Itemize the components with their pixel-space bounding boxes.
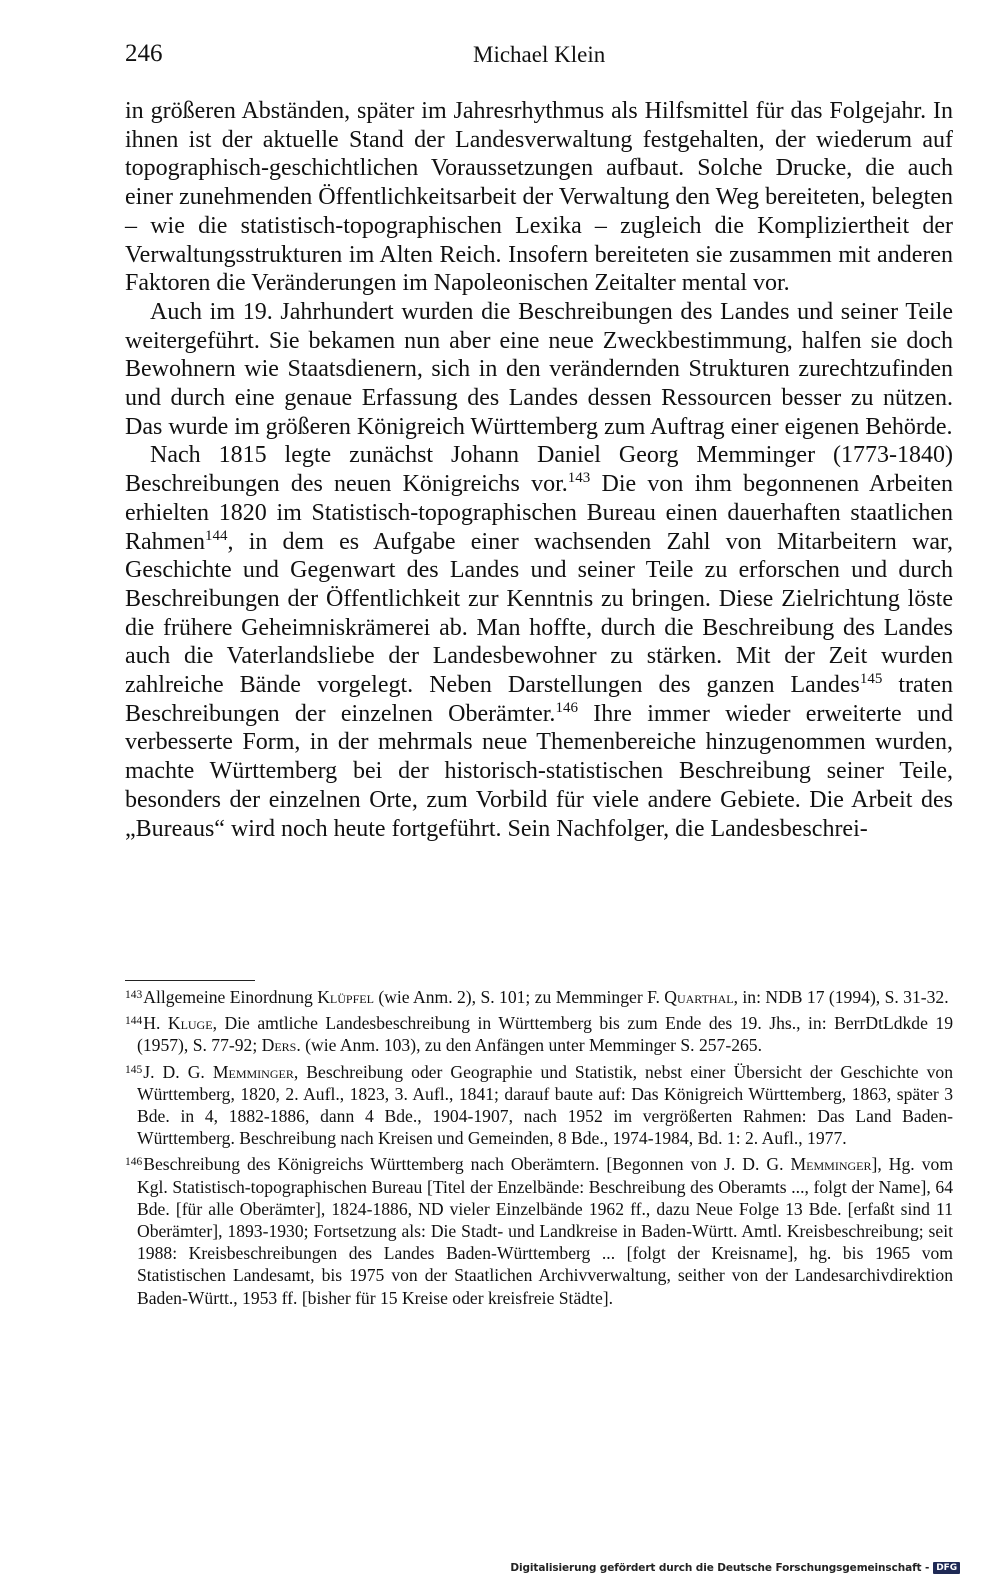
footnote-ref-144: 144 [204,527,228,544]
dfg-logo: DFG [933,1562,960,1574]
paragraph-2: Auch im 19. Jahrhundert wurden die Beschreibungen des Landes und seiner Teile weitergeführt. Sie bekamen nun aber eine neue Zweckbestimmung, halfen sie doch Bewohnern wie Staatsdienern, sich in den verändernden Strukturen zurechtzufinden und durch eine genaue Erfassung des Landes dessen Ressourcen besser zu nützen. Das wurde im größeren Königreich Württemberg zum Auftrag einer eigenen Behörde. [125,298,953,440]
footnote-143 [125,986,953,1008]
footnote-text: , Beschreibung oder Geographie und Statistik, nebst einer Übersicht der Geschichte von Württemberg, 1820, 2. Aufl., 1823, 3. Aufl., 1841; darauf baute auf: Das Königreich Württemberg, 1863, später 3 Bde. in 4, 1882-1886, dann 4 Bde., 1904-1907, nach 1952 im vergrößerten Rahmen: Das Land Baden-Württemberg. Beschreibung nach Kreisen und Gemeinden, 8 Bde., 1974-1984, Bd. 1: 2. Aufl., 1977. [137,1061,954,1149]
paragraph-3 [125,441,953,843]
author-name: Ders [261,1035,297,1056]
footnote-number: 146 [125,1156,143,1169]
paragraph-3-text: Ihre immer wieder erweiterte und verbesserte Form, in der mehrmals neue Themenbereiche hinzugenommen wurden, machte Württemberg bei der historisch-statistischen Beschreibung seiner Teile, besonders der einzelnen Orte, zum Vorbild für viele andere Gebiete. Die Arbeit des „Bureaus“ wird noch heute fortgeführt. Sein Nachfolger, die Landesbeschrei- [125,700,954,842]
footnote-text: ], Hg. vom Kgl. Statistisch-topographischen Bureau [Titel der Enzelbände: Beschreibung des Oberamts ..., folgt der Name], 64 Bde. [für alle Oberämter], 1824-1886, ND vieler Einzelbände 1962 ff., dazu Neue Folge 13 Bde. [erfaßt sind 11 Oberämter], 1893-1930; Fortsetzung als: Die Stadt- und Landkreise in Baden-Württ. Amtl. Kreisbeschreibung; seit 1988: Kreisbeschreibungen des Landes Baden-Württemberg ... [folgt der Kreisname], hg. bis 1965 vom Statistischen Landesamt, bis 1975 von der Staatlichen Archivverwaltung, seither von der Landesarchivdirektion Baden-Württ., 1953 ff. [bisher für 15 Kreise oder kreisfreie Städte]. [137,1154,953,1308]
footnote-number: 145 [125,1063,143,1076]
paragraph-1: in größeren Abständen, später im Jahresrhythmus als Hilfsmittel für das Folgejahr. In ihnen ist der aktuelle Stand der Landesverwaltung festgehalten, der wiederum auf topographisch-geschichtlichen Voraussetzungen aufbaut. Solche Drucke, die auch einer zunehmenden Öffentlichkeitsarbeit der Verwaltung den Weg bereiteten, belegten – wie die statistisch-topographischen Lexika – zugleich die Kompliziertheit der Verwaltungsstrukturen im Alten Reich. Insofern bereiteten sie zusammen mit anderen Faktoren die Veränderungen im Napoleonischen Zeitalter mental vor. [125,98,953,297]
footnote-text: J. D. G. [143,1061,213,1082]
page-number: 246 [125,40,163,67]
footnote-text: , Die amtliche Landesbeschreibung in Württemberg bis zum Ende des 19. Jhs., in: BerrDtLdkde 19 (1957), S. 77-92; [137,1013,953,1056]
footnote-text: (wie Anm. 2), S. 101; zu Memminger F. [373,987,665,1007]
author-name: Memminger [790,1154,872,1175]
author-name: Klüpfel [317,987,374,1007]
footnote-text: Beschreibung des Königreichs Württemberg nach Oberämtern. [Begonnen von J. D. G. [143,1154,791,1175]
footnote-ref-145: 145 [859,671,883,688]
footnote-number: 143 [125,989,143,1001]
main-text [125,97,953,843]
footnote-text: Allgemeine Einordnung [143,987,318,1007]
footnote-ref-146: 146 [555,699,578,716]
footnote-text: H. [143,1013,168,1034]
footnote-145 [125,1061,953,1150]
funding-text: Digitalisierung gefördert durch die Deutsche Forschungsgemeinschaft - [510,1562,930,1574]
footnote-144 [125,1012,953,1056]
footnotes [125,986,953,1313]
paragraph-3-text: traten Beschreibungen der einzelnen Oberämter. [125,672,953,727]
paragraph-3-text: Nach 1815 legte zunächst Johann Daniel Georg Memminger (1773-1840) Beschreibungen des neuen Königreichs vor. [125,442,953,498]
page-header [125,40,953,70]
footnote-divider [125,980,255,981]
paragraph-3-text: , in dem es Aufgabe einer wachsenden Zahl von Mitarbeitern war, Geschichte und Gegenwart des Landes und seiner Teile zu erforschen und durch Beschreibungen der Öffentlichkeit zur Kenntnis zu bringen. Diese Zielrichtung löste die frühere Geheimniskrämerei ab. Man hoffte, durch die Beschreibung des Landes auch die Vaterlandsliebe der Landesbewohner zu stärken. Mit der Zeit wurden zahlreiche Bände vorgelegt. Neben Darstellungen des ganzen Landes [125,528,953,699]
footnote-text: , in: NDB 17 (1994), S. 31-32. [733,987,949,1007]
footnote-146 [125,1153,953,1308]
paragraph-3-text: Die von ihm begonnenen Arbeiten erhielten 1820 im Statistisch-topographischen Bureau einen dauerhaften staatlichen Rahmen [125,471,954,555]
funding-notice [510,1562,960,1574]
running-head: Michael Klein [473,42,606,67]
footnote-text: . (wie Anm. 103), zu den Anfängen unter Memminger S. 257-265. [296,1035,763,1056]
author-name: Quarthal [664,987,734,1007]
footnote-number: 144 [125,1015,143,1028]
footnote-ref-143: 143 [567,470,591,487]
author-name: Kluge [167,1013,213,1034]
author-name: Memminger [212,1061,294,1082]
